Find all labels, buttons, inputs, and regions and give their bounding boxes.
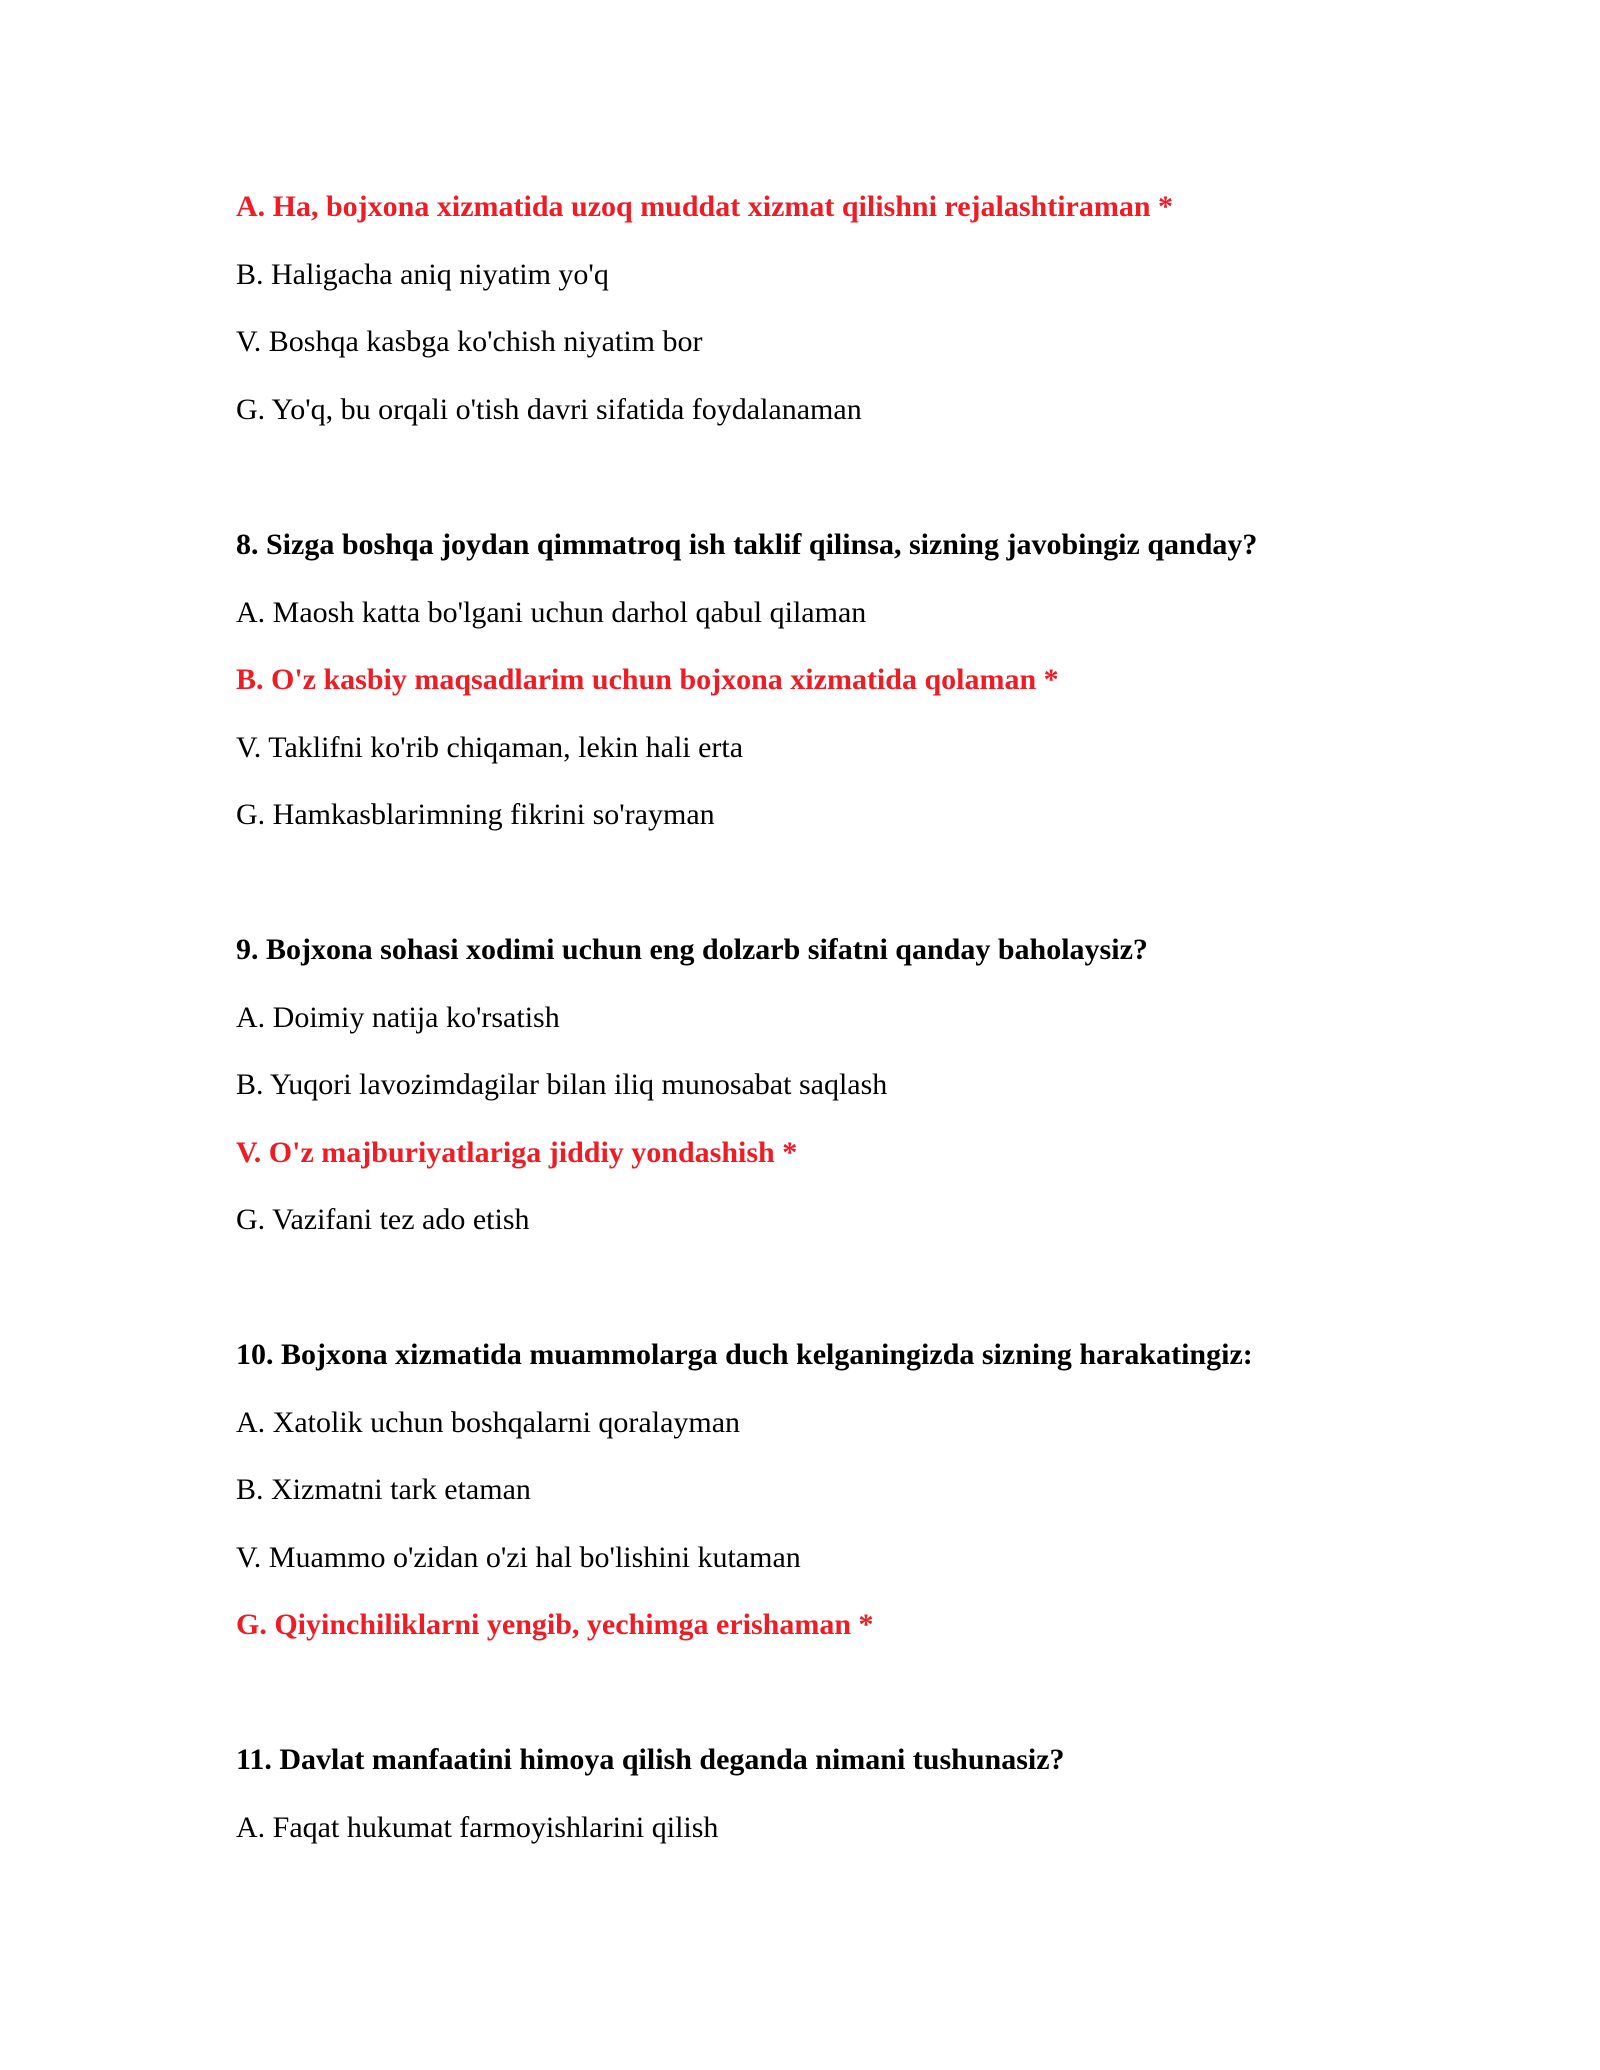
answer-option-correct: B. O'z kasbiy maqsadlarim uchun bojxona xizmatida qolaman *	[236, 663, 1059, 696]
answer-option: G. Vazifani tez ado etish	[236, 1203, 530, 1236]
answer-option-correct: G. Qiyinchiliklarni yengib, yechimga erishaman *	[236, 1608, 874, 1641]
answer-option: B. Yuqori lavozimdagilar bilan iliq munosabat saqlash	[236, 1068, 888, 1101]
question-10-title: 10. Bojxona xizmatida muammolarga duch kelganingizda sizning harakatingiz:	[236, 1338, 1253, 1371]
answer-option: B. Haligacha aniq niyatim yo'q	[236, 258, 609, 291]
question-11-title: 11. Davlat manfaatini himoya qilish deganda nimani tushunasiz?	[236, 1743, 1065, 1776]
answer-option: G. Yo'q, bu orqali o'tish davri sifatida foydalanaman	[236, 393, 862, 426]
answer-option: V. Muammo o'zidan o'zi hal bo'lishini kutaman	[236, 1541, 801, 1574]
answer-option: V. Boshqa kasbga ko'chish niyatim bor	[236, 325, 703, 358]
question-8-title: 8. Sizga boshqa joydan qimmatroq ish taklif qilinsa, sizning javobingiz qanday?	[236, 528, 1258, 561]
answer-option-correct: A. Ha, bojxona xizmatida uzoq muddat xizmat qilishni rejalashtiraman *	[236, 190, 1174, 223]
answer-option: G. Hamkasblarimning fikrini so'rayman	[236, 798, 715, 831]
answer-option: A. Xatolik uchun boshqalarni qoralayman	[236, 1406, 741, 1439]
answer-option: V. Taklifni ko'rib chiqaman, lekin hali erta	[236, 731, 744, 764]
answer-option: A. Maosh katta bo'lgani uchun darhol qabul qilaman	[236, 596, 867, 629]
answer-option: A. Doimiy natija ko'rsatish	[236, 1001, 560, 1034]
answer-option-correct: V. O'z majburiyatlariga jiddiy yondashish *	[236, 1136, 798, 1169]
answer-option: B. Xizmatni tark etaman	[236, 1473, 531, 1506]
question-9-title: 9. Bojxona sohasi xodimi uchun eng dolzarb sifatni qanday baholaysiz?	[236, 933, 1148, 966]
answer-option: A. Faqat hukumat farmoyishlarini qilish	[236, 1811, 719, 1844]
